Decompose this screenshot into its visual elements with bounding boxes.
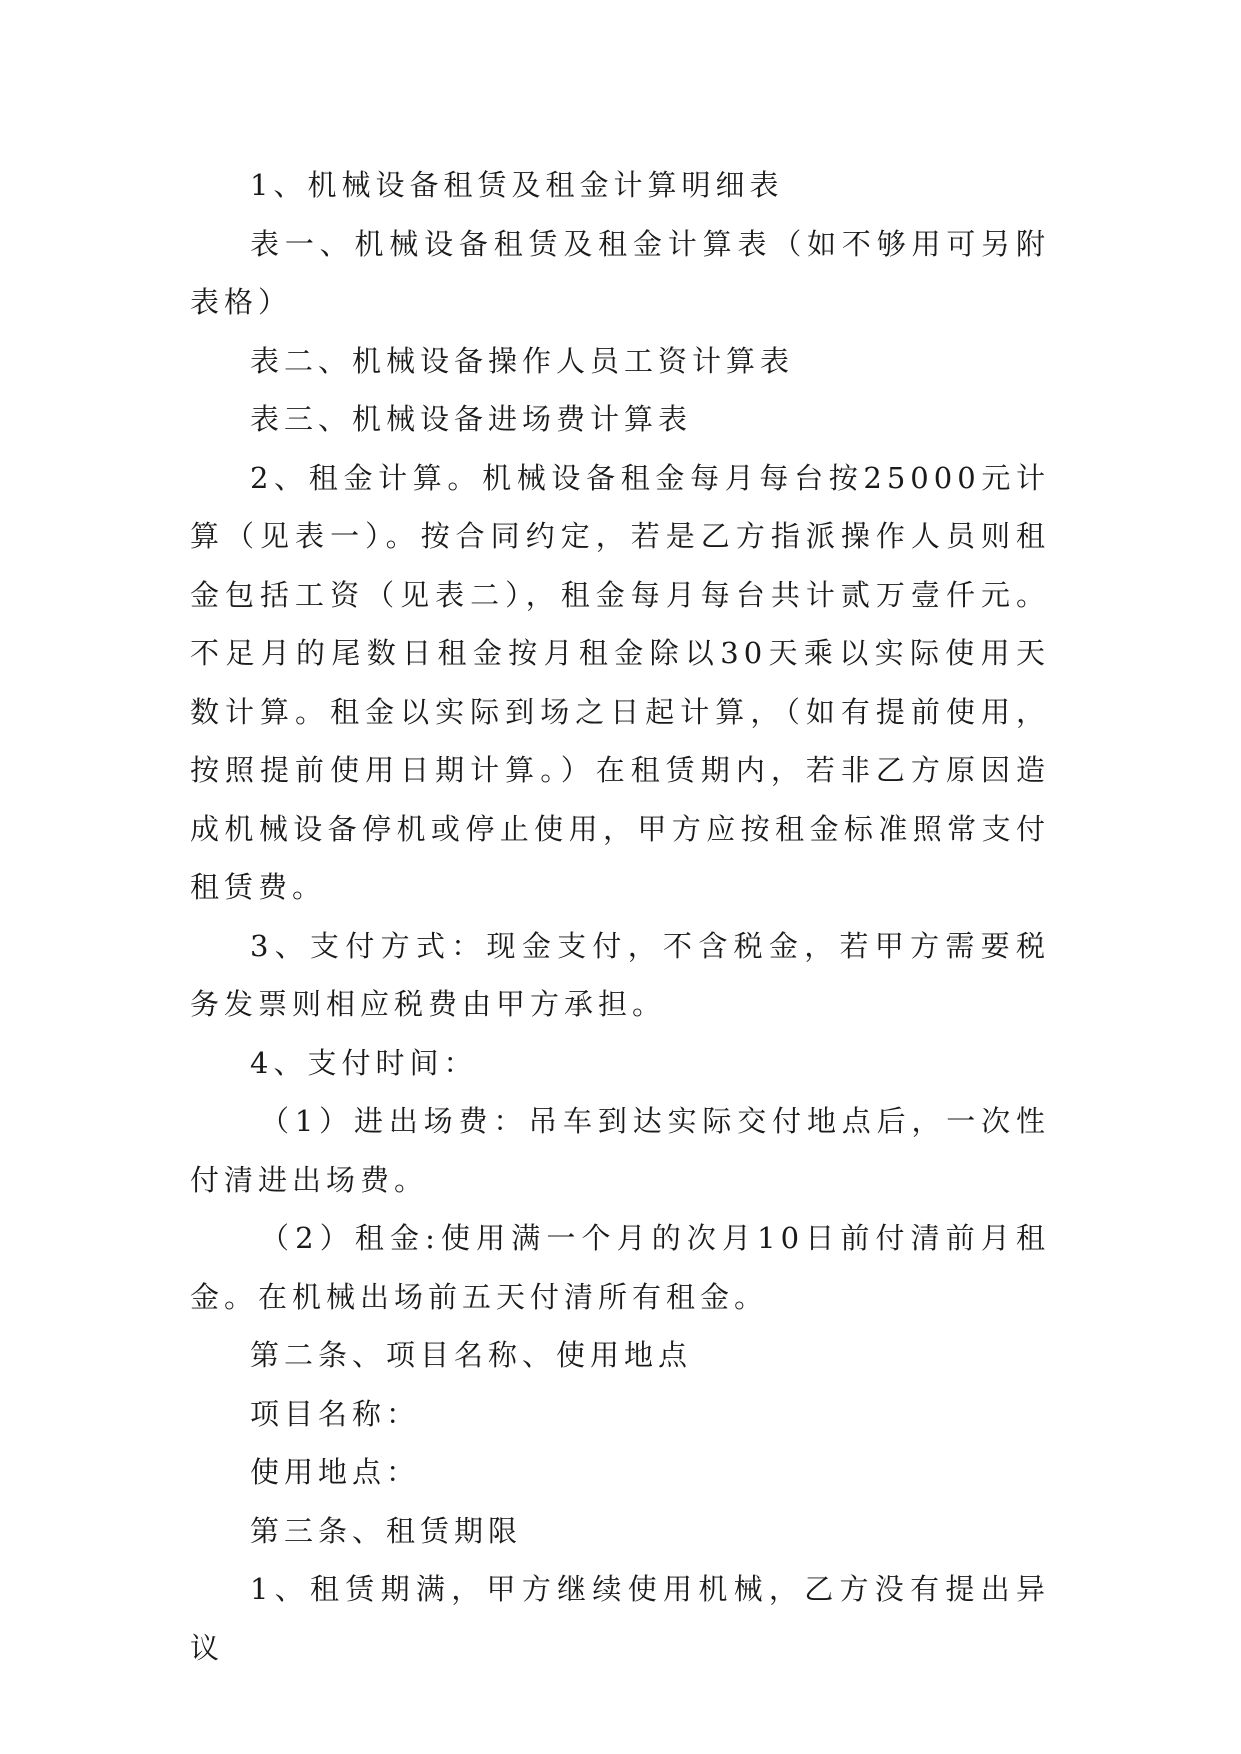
paragraph-lease-term-item-one: 1、租赁期满，甲方继续使用机械，乙方没有提出异议 (190, 1572, 1050, 1665)
paragraph-entry-exit-fee: （1）进出场费：吊车到达实际交付地点后，一次性付清进出场费。 (190, 1104, 1050, 1197)
paragraph-usage-location: 使用地点： (250, 1455, 421, 1489)
paragraph-article-two-heading: 第二条、项目名称、使用地点 (250, 1338, 693, 1372)
paragraph-rent-payment: （2）租金:使用满一个月的次月10日前付清前月租金。在机械出场前五天付清所有租金。 (190, 1221, 1050, 1314)
document-body (190, 156, 1050, 1677)
paragraph-rent-calculation: 2、租金计算。机械设备租金每月每台按25000元计算（见表一）。按合同约定，若是乙方指派操作人员则租金包括工资（见表二），租金每月每台共计贰万壹仟元。不足月的尾数日租金按月租金除以30天乘以实际使用天数计算。租金以实际到场之日起计算，（如有提前使用，按照提前使用日期计算。）在租赁期内，若非乙方原因造成机械设备停机或停止使用，甲方应按租金标准照常支付租赁费。 (190, 460, 1050, 904)
paragraph-table-two: 表二、机械设备操作人员工资计算表 (250, 343, 795, 378)
paragraph-project-name: 项目名称： (250, 1396, 421, 1431)
paragraph-table-three: 表三、机械设备进场费计算表 (250, 402, 693, 436)
paragraph-payment-method: 3、支付方式：现金支付，不含税金，若甲方需要税务发票则相应税费由甲方承担。 (190, 928, 1050, 1021)
paragraph-payment-time: 4、支付时间： (250, 1045, 478, 1080)
paragraph-article-three-heading: 第三条、租赁期限 (250, 1513, 523, 1548)
paragraph-table-one: 表一、机械设备租赁及租金计算表（如不够用可另附表格） (190, 226, 1050, 319)
paragraph-rental-detail-heading: 1、机械设备租赁及租金计算明细表 (250, 168, 784, 202)
